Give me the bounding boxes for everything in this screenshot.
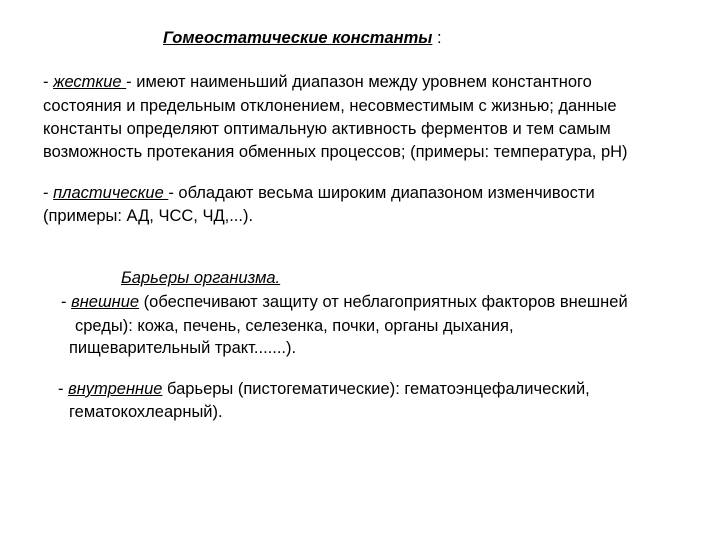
- title-line: [163, 28, 442, 48]
- internal-term: внутренние: [68, 380, 163, 398]
- external-term: внешние: [71, 293, 140, 311]
- plastic-line-2: (примеры: АД, ЧСС, ЧД,...).: [43, 207, 254, 225]
- external-line-2: среды): кожа, печень, селезенка, почки, органы дыхания,: [75, 317, 514, 335]
- plastic-term: пластические: [53, 184, 169, 202]
- internal-line-2: гематокохлеарный).: [69, 403, 223, 421]
- title-heading: Гомеостатические константы: [163, 29, 433, 47]
- hard-line-3: константы определяют оптимальную активность ферментов и тем самым: [43, 120, 611, 138]
- plastic-prefix: -: [43, 184, 54, 202]
- title-suffix: :: [432, 29, 442, 47]
- hard-line-1: [43, 72, 592, 92]
- external-line-3: пищеварительный тракт.......).: [69, 339, 297, 357]
- plastic-line1-rest: - обладают весьма широким диапазоном изменчивости: [168, 184, 595, 202]
- plastic-line-1: [43, 183, 595, 203]
- external-line-1: [61, 292, 628, 312]
- internal-line1-rest: барьеры (пистогематические): гематоэнцефалический,: [162, 380, 590, 398]
- barriers-heading: Барьеры организма.: [121, 269, 281, 287]
- internal-line-1: [58, 379, 590, 399]
- external-line1-rest: (обеспечивают защиту от неблагоприятных факторов внешней: [139, 293, 628, 311]
- external-prefix: -: [61, 293, 72, 311]
- hard-line-4: возможность протекания обменных процессов; (примеры: температура, рН): [43, 143, 628, 161]
- hard-line1-rest: - имеют наименьший диапазон между уровнем константного: [126, 73, 592, 91]
- hard-prefix: -: [43, 73, 54, 91]
- hard-line-2: состояния и предельным отклонением, несовместимым с жизнью; данные: [43, 97, 617, 115]
- hard-term: жесткие: [53, 73, 127, 91]
- internal-prefix: -: [58, 380, 69, 398]
